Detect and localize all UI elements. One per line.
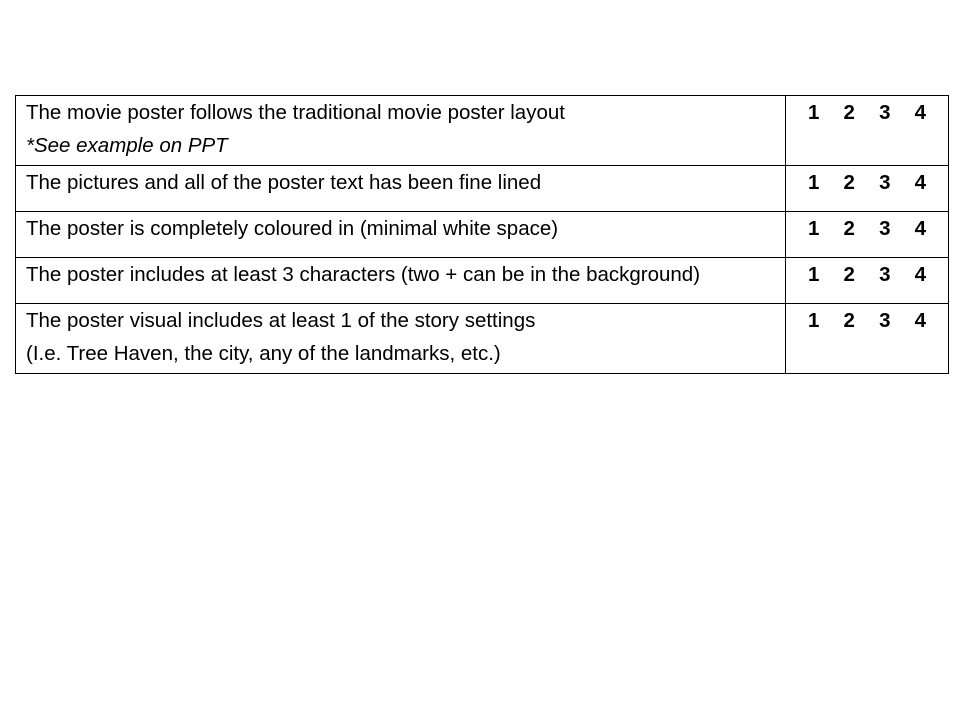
score-cell bbox=[786, 96, 949, 166]
criterion-cell bbox=[16, 258, 786, 304]
score-2: 2 bbox=[843, 171, 855, 194]
criterion-cell bbox=[16, 166, 786, 212]
criterion-cell bbox=[16, 212, 786, 258]
score-2: 2 bbox=[843, 309, 855, 332]
criterion-cell bbox=[16, 96, 786, 166]
score-1: 1 bbox=[808, 217, 820, 240]
score-3: 3 bbox=[879, 309, 891, 332]
score-cell bbox=[786, 166, 949, 212]
score-4: 4 bbox=[914, 171, 926, 194]
criterion-note: (I.e. Tree Haven, the city, any of the landmarks, etc.) bbox=[26, 342, 501, 365]
score-1: 1 bbox=[808, 309, 820, 332]
score-4: 4 bbox=[914, 101, 926, 124]
criterion-text: The poster visual includes at least 1 of the story settings bbox=[26, 309, 536, 332]
criterion-text: The poster is completely coloured in (minimal white space) bbox=[26, 217, 559, 240]
rubric-row bbox=[16, 304, 949, 374]
score-3: 3 bbox=[879, 171, 891, 194]
rubric-table bbox=[15, 95, 949, 374]
score-1: 1 bbox=[808, 263, 820, 286]
score-3: 3 bbox=[879, 101, 891, 124]
criterion-cell bbox=[16, 304, 786, 374]
score-1: 1 bbox=[808, 101, 820, 124]
rubric-row bbox=[16, 96, 949, 166]
criterion-text: The movie poster follows the traditional movie poster layout bbox=[26, 101, 565, 124]
rubric-row bbox=[16, 166, 949, 212]
score-4: 4 bbox=[914, 309, 926, 332]
score-2: 2 bbox=[843, 217, 855, 240]
rubric-row bbox=[16, 258, 949, 304]
score-4: 4 bbox=[914, 217, 926, 240]
score-cell bbox=[786, 212, 949, 258]
score-cell bbox=[786, 304, 949, 374]
criterion-note: *See example on PPT bbox=[26, 134, 228, 157]
score-1: 1 bbox=[808, 171, 820, 194]
criterion-text: The poster includes at least 3 characters (two + can be in the background) bbox=[26, 263, 701, 286]
criterion-text: The pictures and all of the poster text has been fine lined bbox=[26, 171, 542, 194]
score-4: 4 bbox=[914, 263, 926, 286]
score-3: 3 bbox=[879, 217, 891, 240]
rubric-row bbox=[16, 212, 949, 258]
score-2: 2 bbox=[843, 101, 855, 124]
score-3: 3 bbox=[879, 263, 891, 286]
score-cell bbox=[786, 258, 949, 304]
score-2: 2 bbox=[843, 263, 855, 286]
